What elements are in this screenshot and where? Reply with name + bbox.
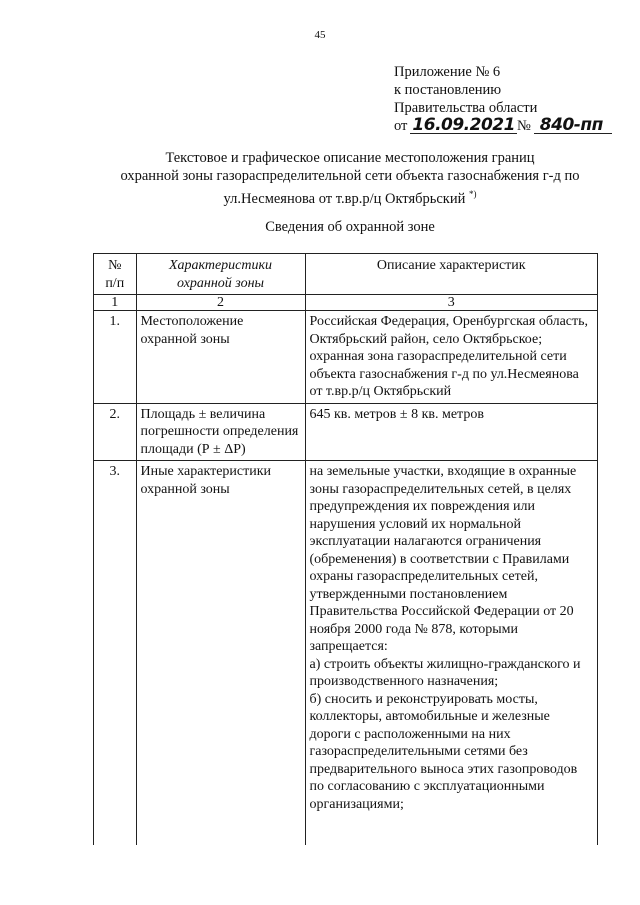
table-header-row [94, 254, 598, 295]
row-description: Российская Федерация, Оренбургская область, Октябрьский район, село Октябрьское; охранная зона газораспределительной сети объекта газоснабжения г-д по ул.Несмеянова от т.вр.р/ц Октябрьский [305, 311, 598, 404]
row-number: 2. [94, 403, 137, 461]
title-line-1: Текстовое и графическое описание местоположения границ [165, 150, 535, 166]
number-sign: № [516, 118, 531, 134]
header-characteristics: Характеристики охранной зоны [136, 254, 305, 295]
row-description: 645 кв. метров ± 8 кв. метров [305, 403, 598, 461]
header-number-line-2: п/п [105, 275, 125, 291]
date-prefix: от [394, 118, 408, 134]
page-number: 45 [314, 29, 326, 41]
handwritten-date: 16.09.2021 [412, 115, 515, 135]
description-item-b: б) сносить и реконструировать мосты, коллекторы, автомобильные и железные дороги с расположенными на них газораспределительными сетями без предварительного выноса этих газопроводов по согласованию с эксплуатационными организациями; [309, 691, 578, 812]
title-line-2: охранной зоны газораспределительной сети объекта газоснабжения г-д по [120, 168, 580, 184]
table-row [94, 461, 598, 846]
appendix-line-3: Правительства области [394, 100, 538, 116]
row-characteristic: Площадь ± величина погрешности определения площади (Р ± ΔР) [136, 403, 305, 461]
appendix-line-1: Приложение № 6 [394, 64, 501, 80]
index-cell-1: 1 [94, 295, 137, 311]
row-number: 3. [94, 461, 137, 846]
table-row [94, 403, 598, 461]
document-title [60, 149, 640, 208]
header-description: Описание характеристик [305, 254, 598, 295]
appendix-block [394, 63, 612, 135]
index-cell-3: 3 [305, 295, 598, 311]
handwritten-number: 840-пп [534, 117, 612, 134]
row-characteristic: Местоположение охранной зоны [136, 311, 305, 404]
title-line-3-text: ул.Несмеянова от т.вр.р/ц Октябрьский [223, 190, 466, 207]
title-line-3 [60, 185, 640, 208]
row-description [305, 461, 598, 846]
appendix-date-row [394, 117, 612, 135]
description-item-a: а) строить объекты жилищно-гражданского и производственного назначения; [309, 656, 581, 689]
appendix-line-2: к постановлению [394, 82, 502, 98]
header-number [94, 254, 137, 295]
row-characteristic: Иные характеристики охранной зоны [136, 461, 305, 846]
table-row [94, 311, 598, 404]
header-number-line-1: № [108, 258, 122, 273]
description-intro: на земельные участки, входящие в охранные зоны газораспределительных сетей, в целях предупреждения их повреждения или нарушения условий их нормальной эксплуатации налагаются ограничения (обременения) в соответствии с Правилами охраны газораспределительных сетей, утвержденными постановлением Правительства Российской Федерации от 20 ноября 2000 года № 878, которыми запрещается: [309, 464, 577, 654]
table-index-row [94, 295, 598, 311]
section-subtitle: Сведения об охранной зоне [265, 219, 435, 235]
footnote-mark: *) [468, 189, 477, 199]
zone-info-table [93, 253, 598, 845]
index-cell-2: 2 [136, 295, 305, 311]
row-number: 1. [94, 311, 137, 404]
